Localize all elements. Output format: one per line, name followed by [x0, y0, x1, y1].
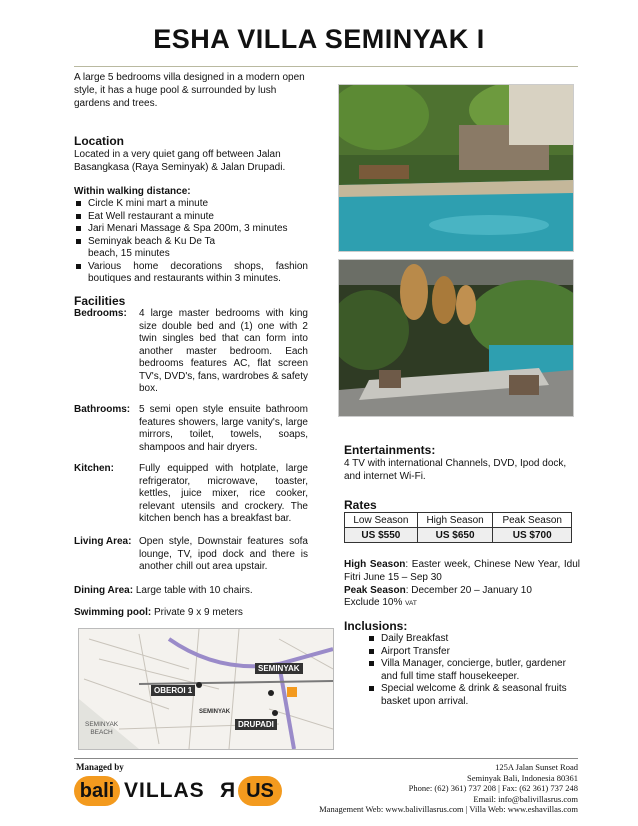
pool-photo-graphic — [339, 85, 573, 251]
vat-text: Exclude 10% — [344, 597, 403, 608]
high-season-label: High Season — [344, 559, 406, 570]
footer-divider — [74, 758, 578, 759]
dining-label: Dining Area: — [74, 585, 134, 596]
rates-val-low: US $550 — [345, 528, 418, 543]
facility-label: Kitchen: — [74, 463, 114, 474]
rates-val-high: US $650 — [417, 528, 493, 543]
page-title: ESHA VILLA SEMINYAK I — [153, 24, 485, 54]
list-item: Jari Menari Massage & Spa 200m, 3 minutes — [74, 223, 308, 236]
map-label-seminyak: SEMINYAK — [255, 663, 303, 674]
list-item: Airport Transfer — [367, 646, 579, 659]
inclusions-list — [367, 633, 579, 708]
list-item: Eat Well restaurant a minute — [74, 211, 308, 224]
pool-label: Swimming pool: — [74, 607, 152, 618]
email-link[interactable]: Email: info@balivillasrus.com — [473, 793, 578, 804]
map-label-oberoi: OBEROI 1 — [151, 685, 195, 696]
map-label-beach: SEMINYAK BEACH — [85, 721, 119, 736]
facility-text: 4 large master bedrooms with king size double bed and (1) one with 2 twin singles bed that can form into another master bedroom. Each bedrooms features AC, flat screen TV's, DVD's, fans, wardrobes & safety box. — [139, 308, 308, 394]
entertainment-text: 4 TV with international Channels, DVD, Ipod dock, and internet Wi-Fi. — [344, 458, 567, 482]
intro-text: A large 5 bedrooms villa designed in a modern open style, it has a huge pool & surrounded by lush gardens and trees. — [74, 72, 305, 109]
rates-col-high: High Season — [417, 513, 493, 528]
web-links[interactable]: Management Web: www.balivillasrus.com | Villa Web: www.eshavillas.com — [319, 804, 578, 814]
table-row — [345, 513, 572, 528]
logo-us: US — [238, 776, 282, 806]
title-divider — [74, 66, 578, 67]
vat-small: VAT — [405, 600, 417, 607]
rates-heading: Rates — [344, 498, 377, 512]
dining-text: Large table with 10 chairs. — [135, 585, 253, 596]
logo-bali: bali — [74, 776, 120, 806]
facility-label: Bathrooms: — [74, 404, 131, 415]
map-label-road: SEMINYAK — [199, 709, 231, 715]
location-heading: Location — [74, 134, 124, 148]
high-season-note — [344, 558, 580, 584]
peak-season-label: Peak Season — [344, 585, 406, 596]
facility-bathrooms — [74, 404, 308, 454]
list-item: Various home decorations shops, fashion boutiques and restaurants within 3 minutes. — [74, 261, 308, 286]
address-line-1: 125A Jalan Sunset Road — [495, 762, 578, 772]
phone-fax: Phone: (62) 361) 737 208 | Fax: (62 361) 737 248 — [408, 783, 578, 793]
rates-table — [344, 512, 572, 543]
contact-block — [319, 762, 578, 815]
facilities-heading: Facilities — [74, 294, 126, 308]
high-season-text: : Easter week, Chinese New Year, Idul Fitri June 15 – Sep 30 — [344, 559, 580, 583]
pool-text: Private 9 x 9 meters — [154, 607, 243, 618]
walking-heading: Within walking distance: — [74, 186, 191, 197]
facility-text: Fully equipped with hotplate, large refrigerator, microwave, toaster, kettles, juice mixer, rice cooker, relevant utensils and crockery. The kitchen bench has a breakfast bar. — [139, 463, 308, 524]
rates-val-peak: US $700 — [493, 528, 572, 543]
address-line-2: Seminyak Bali, Indonesia 80361 — [467, 772, 578, 783]
rates-col-peak: Peak Season — [493, 513, 572, 528]
map-label-drupadi: DRUPADI — [235, 719, 277, 730]
inclusions-heading: Inclusions: — [344, 619, 408, 633]
list-item: Villa Manager, concierge, butler, gardener and full time staff housekeeper. — [367, 658, 579, 683]
managed-by-label: Managed by — [76, 762, 124, 772]
facility-text: 5 semi open style ensuite bathroom features showers, large vanity's, large mirrors, toilet, towels, soaps, shampoos and hair dryers. — [139, 404, 308, 453]
facility-bedrooms — [74, 308, 308, 393]
location-text: Located in a very quiet gang off between Jalan Basangkasa (Raya Seminyak) & Jalan Drupadi. — [74, 149, 286, 173]
vat-note — [344, 596, 417, 610]
entertainment-heading: Entertainments: — [344, 443, 436, 457]
logo-villas: VILLAS — [124, 779, 205, 802]
location-map[interactable] — [78, 628, 334, 750]
list-item: Daily Breakfast — [367, 633, 579, 646]
dining-photo-graphic — [339, 260, 573, 416]
list-item: Seminyak beach & Ku De Ta beach, 15 minutes — [74, 236, 228, 261]
table-row — [345, 528, 572, 543]
dining-photo — [338, 259, 574, 417]
list-item: Circle K mini mart a minute — [74, 198, 308, 211]
logo-r: R — [220, 779, 236, 802]
swimming-pool — [74, 606, 308, 619]
facility-living-area — [74, 536, 308, 576]
peak-season-text: : December 20 – January 10 — [405, 585, 532, 596]
facility-label: Bedrooms: — [74, 308, 127, 319]
facility-text: Open style, Downstair features sofa lounge, TV, ipod dock and there is another chill out area upstair. — [139, 536, 308, 572]
bali-villas-r-us-logo[interactable] — [74, 776, 286, 808]
facility-label: Living Area: — [74, 536, 132, 547]
walking-list — [74, 198, 308, 286]
pool-photo — [338, 84, 574, 252]
rates-col-low: Low Season — [345, 513, 418, 528]
list-item: Special welcome & drink & seasonal fruits basket upon arrival. — [367, 683, 579, 708]
dining-area — [74, 584, 308, 597]
facility-kitchen — [74, 463, 308, 528]
